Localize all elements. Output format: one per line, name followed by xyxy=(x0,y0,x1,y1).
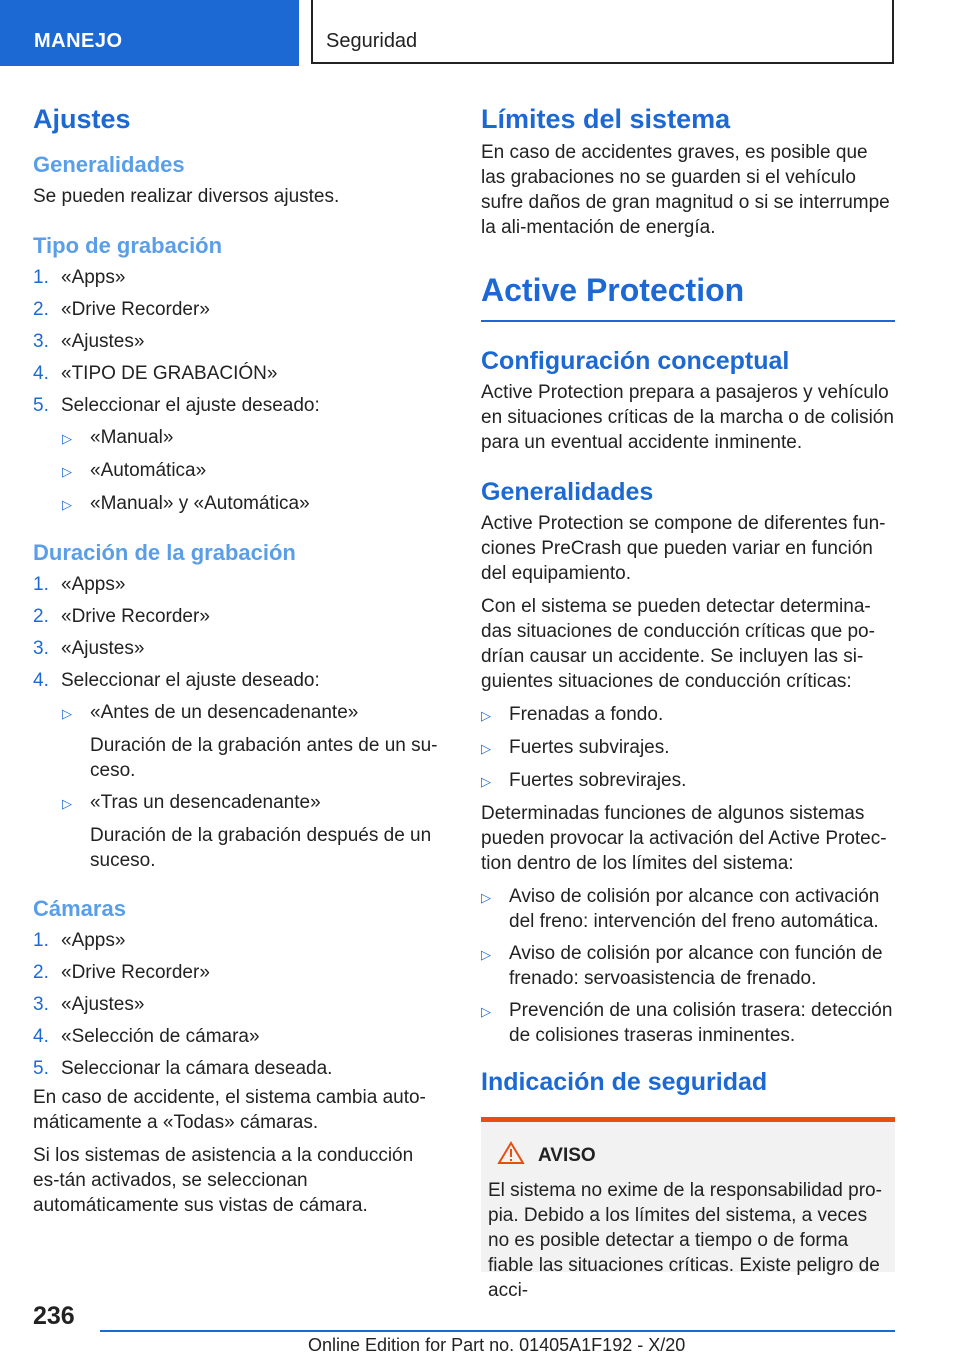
ap-general-p1: Active Protection se compone de diferentes fun-ciones PreCrash que pueden variar en función del equipamiento. xyxy=(481,513,886,584)
warning-box xyxy=(481,1117,895,1301)
step-item: 4. «Selección de cámara» xyxy=(33,1026,260,1047)
left-column xyxy=(33,100,443,1226)
option-item: ▷ «Tras un desencadenante» Duración de la grabación después de un suceso. xyxy=(62,792,432,871)
cameras-heading: Cámaras xyxy=(33,896,126,921)
list-item: ▷ Prevención de una colisión trasera: detección de colisiones traseras inminentes. xyxy=(481,1000,893,1046)
general-text: Se pueden realizar diversos ajustes. xyxy=(33,186,340,207)
title-divider xyxy=(481,320,895,322)
rec-duration-heading: Duración de la grabación xyxy=(33,540,296,565)
right-column xyxy=(481,100,895,1301)
edition-text: Online Edition for Part no. 01405A1F192 - X/20 xyxy=(308,1335,686,1355)
concept-heading: Configuración conceptual xyxy=(481,347,790,375)
step-item: 5. Seleccionar el ajuste deseado: xyxy=(33,395,320,416)
cameras-para-2: Si los sistemas de asistencia a la conducción es-tán activados, se seleccionan automáticamente sus vistas de cámara. xyxy=(33,1145,414,1216)
step-item: 2. «Drive Recorder» xyxy=(33,962,210,983)
list-item: ▷ Aviso de colisión por alcance con activación del freno: intervención del freno automática. xyxy=(481,886,880,932)
step-item: 3. «Ajustes» xyxy=(33,994,145,1015)
bullet-triangle-icon: ▷ xyxy=(62,431,72,446)
functions-list xyxy=(481,884,895,1048)
situations-list xyxy=(481,702,895,794)
bullet-triangle-icon: ▷ xyxy=(481,947,491,962)
bullet-triangle-icon: ▷ xyxy=(481,741,491,756)
warning-triangle-icon xyxy=(498,1142,524,1170)
rec-type-heading: Tipo de grabación xyxy=(33,233,223,258)
bullet-triangle-icon: ▷ xyxy=(62,706,72,721)
bullet-triangle-icon: ▷ xyxy=(481,1004,491,1019)
step-item: 3. «Ajustes» xyxy=(33,331,145,352)
limits-heading: Límites del sistema xyxy=(481,104,731,134)
ap-general-p2: Con el sistema se pueden detectar determina-das situaciones de conducción críticas que po-drían causar un accidente. Se incluyen las si-guientes situaciones de conducción críticas: xyxy=(481,596,875,692)
bullet-triangle-icon: ▷ xyxy=(481,774,491,789)
ap-general-heading: Generalidades xyxy=(481,478,654,506)
bullet-triangle-icon: ▷ xyxy=(481,708,491,723)
warning-title: AVISO xyxy=(498,1142,887,1170)
warning-text: El sistema no exime de la responsabilidad pro-pia. Debido a los límites del sistema, a veces no es posible detectar a tiempo o de forma fiable las situaciones críticas. Existe peligro de acci- xyxy=(488,1180,882,1301)
step-item: 2. «Drive Recorder» xyxy=(33,606,210,627)
chapter-label: MANEJO xyxy=(34,30,123,52)
option-item: ▷ «Antes de un desencadenante» Duración de la grabación antes de un su-ceso. xyxy=(62,702,438,781)
footer-divider xyxy=(100,1330,895,1332)
step-item: 3. «Ajustes» xyxy=(33,638,145,659)
step-item: 2. «Drive Recorder» xyxy=(33,299,210,320)
cameras-steps xyxy=(33,928,443,1081)
option-item: ▷ «Manual» y «Automática» xyxy=(62,491,443,517)
list-item: ▷ Aviso de colisión por alcance con función de frenado: servoasistencia de frenado. xyxy=(481,943,883,989)
settings-title: Ajustes xyxy=(33,104,131,134)
chapter-tab xyxy=(0,0,299,66)
topic-label: Seguridad xyxy=(326,30,418,52)
bullet-triangle-icon: ▷ xyxy=(62,497,72,512)
bullet-triangle-icon: ▷ xyxy=(62,796,72,811)
active-protection-title: Active Protection xyxy=(481,272,745,308)
limits-text: En caso de accidentes graves, es posible que las grabaciones no se guarden si el vehículo sufre daños de gran magnitud o si se interrumpe la ali-mentación de energía. xyxy=(481,142,890,238)
bullet-triangle-icon: ▷ xyxy=(62,464,72,479)
step-item: 5. Seleccionar la cámara deseada. xyxy=(33,1058,333,1079)
option-item: ▷ «Manual» xyxy=(62,425,443,451)
step-item: 4. Seleccionar el ajuste deseado: xyxy=(33,670,320,691)
list-item: ▷ Frenadas a fondo. xyxy=(481,702,895,728)
step-item: 1. «Apps» xyxy=(33,930,126,951)
topic-header xyxy=(311,0,894,64)
step-item: 1. «Apps» xyxy=(33,574,126,595)
page-number: 236 xyxy=(33,1302,75,1330)
general-heading: Generalidades xyxy=(33,152,185,177)
ap-general-p3: Determinadas funciones de algunos sistemas pueden provocar la activación del Active Protec-tion dentro de los límites del sistema: xyxy=(481,803,887,874)
cameras-para-1: En caso de accidente, el sistema cambia auto-máticamente a «Todas» cámaras. xyxy=(33,1087,426,1133)
option-item: ▷ «Automática» xyxy=(62,458,443,484)
list-item: ▷ Fuertes subvirajes. xyxy=(481,735,895,761)
list-item: ▷ Fuertes sobrevirajes. xyxy=(481,768,895,794)
bullet-triangle-icon: ▷ xyxy=(481,890,491,905)
step-item: 1. «Apps» xyxy=(33,267,126,288)
step-item: 4. «TIPO DE GRABACIÓN» xyxy=(33,363,278,384)
rec-type-steps xyxy=(33,265,443,517)
rec-duration-steps xyxy=(33,572,443,873)
concept-text: Active Protection prepara a pasajeros y vehículo en situaciones críticas de la marcha o de colisión para un eventual accidente inminente. xyxy=(481,382,894,453)
safety-heading: Indicación de seguridad xyxy=(481,1068,768,1096)
